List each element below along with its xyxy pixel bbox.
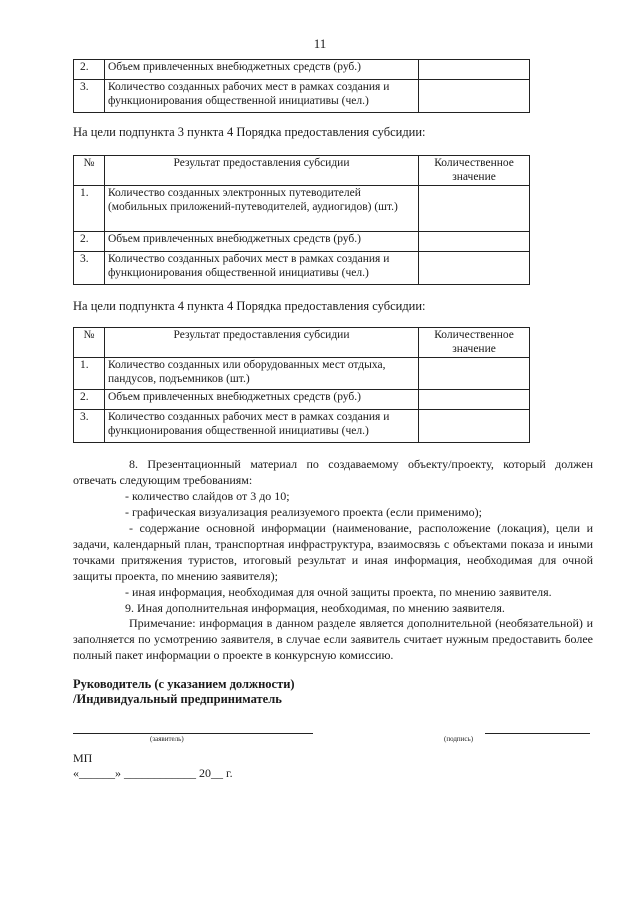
table-row <box>74 232 530 252</box>
row-value <box>419 232 530 252</box>
header-value: Количественное значение <box>419 156 530 186</box>
table-row <box>74 358 530 390</box>
note-paragraph <box>73 615 593 663</box>
row-number: 2. <box>74 60 105 80</box>
header-number: № <box>74 156 105 186</box>
header-value: Количественное значение <box>419 328 530 358</box>
row-result: Количество созданных рабочих мест в рамках создания и функционирования общественной инициативы (чел.) <box>104 410 418 443</box>
row-value <box>419 80 530 113</box>
header-result: Результат предоставления субсидии <box>104 328 418 358</box>
caption-subpoint-3: На цели подпункта 3 пункта 4 Порядка предоставления субсидии: <box>73 125 426 139</box>
row-result: Объем привлеченных внебюджетных средств (руб.) <box>104 60 418 80</box>
results-table-subpoint-4 <box>73 327 530 443</box>
row-result: Количество созданных электронных путеводителей (мобильных приложений-путеводителей, аудиогидов) (шт.) <box>104 186 418 232</box>
table-row <box>74 410 530 443</box>
signatory-subtitle: /Индивидуальный предприниматель <box>73 692 282 706</box>
row-result: Количество созданных рабочих мест в рамках создания и функционирования общественной инициативы (чел.) <box>104 80 418 113</box>
row-value <box>419 410 530 443</box>
row-result: Количество созданных или оборудованных мест отдыха, пандусов, подъемников (шт.) <box>104 358 418 390</box>
table-row <box>74 390 530 410</box>
table-header-row <box>74 156 530 186</box>
row-number: 2. <box>74 390 105 410</box>
row-number: 1. <box>74 186 105 232</box>
signatory-title: Руководитель (с указанием должности) <box>73 677 295 691</box>
applicant-signature-line <box>73 733 313 734</box>
signature-line <box>485 733 590 734</box>
requirement-item: - иная информация, необходимая для очной защиты проекта, по мнению заявителя. <box>125 585 552 599</box>
row-value <box>419 186 530 232</box>
section-9: 9. Иная дополнительная информация, необходимая, по мнению заявителя. <box>125 601 505 615</box>
header-result: Результат предоставления субсидии <box>104 156 418 186</box>
table-row <box>74 186 530 232</box>
requirement-item: - графическая визуализация реализуемого проекта (если применимо); <box>125 505 482 519</box>
requirement-item: - количество слайдов от 3 до 10; <box>125 489 290 503</box>
table-header-row <box>74 328 530 358</box>
row-value <box>419 252 530 285</box>
applicant-label: (заявитель) <box>150 735 184 743</box>
row-number: 2. <box>74 232 105 252</box>
caption-subpoint-4: На цели подпункта 4 пункта 4 Порядка предоставления субсидии: <box>73 299 426 313</box>
table-row <box>74 252 530 285</box>
requirements-section <box>73 456 593 616</box>
stamp-label: МП <box>73 751 93 765</box>
row-number: 1. <box>74 358 105 390</box>
page-number: 11 <box>313 36 327 51</box>
row-number: 3. <box>74 410 105 443</box>
row-number: 3. <box>74 252 105 285</box>
results-table-subpoint-3 <box>73 155 530 285</box>
note-text: Примечание: информация в данном разделе является дополнительной (необязательной) и заполняется по усмотрению заявителя, в случае если заявитель считает нужным предоставить более полный пакет информации о проекте в конкурсную комиссию. <box>73 616 593 662</box>
header-number: № <box>74 328 105 358</box>
row-number: 3. <box>74 80 105 113</box>
row-value <box>419 390 530 410</box>
table-row <box>74 80 530 113</box>
row-result: Количество созданных рабочих мест в рамках создания и функционирования общественной инициативы (чел.) <box>104 252 418 285</box>
signature-label: (подпись) <box>444 735 474 743</box>
results-table-continued <box>73 59 530 113</box>
row-value <box>419 358 530 390</box>
section-8-intro: 8. Презентационный материал по создаваемому объекту/проекту, который должен отвечать следующим требованиям: <box>73 457 593 487</box>
table-row <box>74 60 530 80</box>
row-value <box>419 60 530 80</box>
row-result: Объем привлеченных внебюджетных средств (руб.) <box>104 390 418 410</box>
requirement-item: - содержание основной информации (наименование, расположение (локация), цели и задачи, календарный план, транспортная инфраструктура, взаимосвязь с объектами показа и иными точками притяжения туристов, итоговый результат и иная информация, необходимая для очной защиты проекта, по мнению заявителя); <box>73 521 593 583</box>
date-line: «______» ____________ 20__ г. <box>73 766 233 780</box>
row-result: Объем привлеченных внебюджетных средств (руб.) <box>104 232 418 252</box>
